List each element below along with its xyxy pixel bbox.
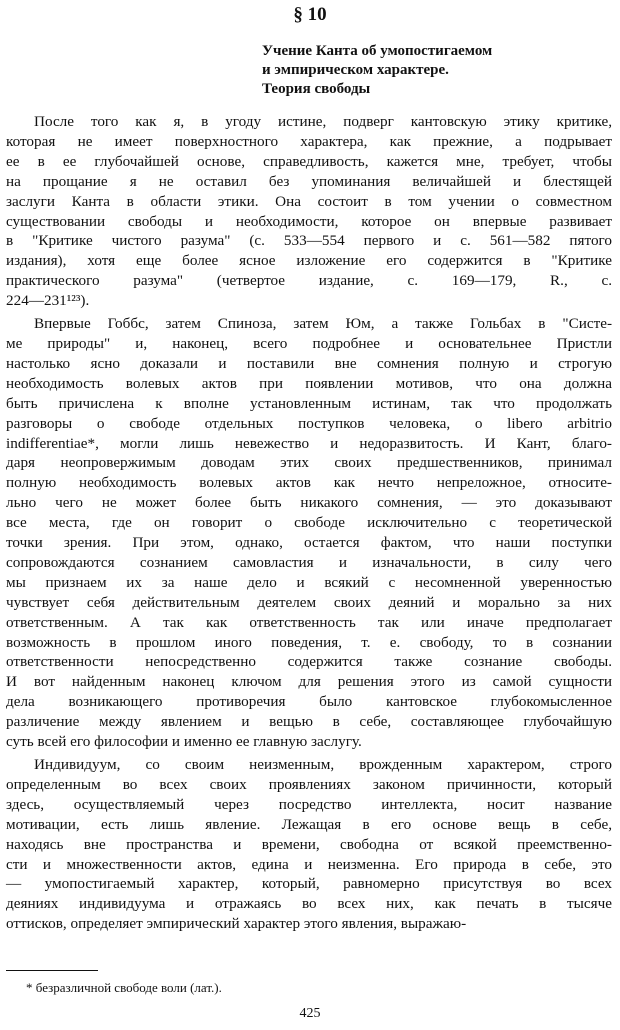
paragraph <box>6 314 612 752</box>
text-line: ее в ее глубочайшей основе, справедливость, кажется мне, требует, чтобы <box>6 152 612 170</box>
text-line: даря неопровержимым доводам этих своих предшественников, принимал <box>6 454 612 472</box>
text-line: быть причислена к вполне установленным истинам, так что продолжать <box>6 394 612 412</box>
text-line: — умопостигаемый характер, который, равномерно присутствуя во всех <box>6 875 612 893</box>
text-line: точки зрения. При этом, однако, остается фактом, что наши поступки <box>6 534 612 552</box>
heading-line: Теория свободы <box>262 81 371 97</box>
text-line: на прощание я не оставил без упоминания величайшей и блестящей <box>6 172 612 190</box>
text-line: полную необходимость волевых актов как нечто непреложное, относите- <box>6 474 612 492</box>
paragraph <box>6 755 612 934</box>
text-line: суть всей его философии и именно ее главную заслугу. <box>6 733 362 751</box>
text-line: необходимость волевых актов при появлении мотивов, что она должна <box>6 374 612 392</box>
text-line: различение между явлением и вещью в себе, составляющее глубочайшую <box>6 713 612 731</box>
text-line: деяниях индивидуума и отражаясь во всех них, как печать в тысяче <box>6 895 612 913</box>
text-line: Индивидуум, со своим неизменным, врожденным характером, строго <box>34 756 612 773</box>
text-line: возможность в прошлом иного поведения, т. е. свободу, то в сознании <box>6 633 612 651</box>
text-line: определенным во всех своих проявлениях законом причинности, который <box>6 775 612 793</box>
text-line: издания), хотя еще более ясное изложение его содержится в "Критике <box>6 252 612 270</box>
text-line: практического разума" (четвертое издание, с. 169—179, R., с. <box>6 272 612 290</box>
text-line: оттисков, определяет эмпирический характер этого явления, выражаю- <box>6 915 467 933</box>
text-line: ме природы" и, наконец, всего подробнее и основательнее Пристли <box>6 334 612 352</box>
text-line: ответственным. А так как ответственность так или иначе предполагает <box>6 613 612 631</box>
text-line: indifferentiae*, могли лишь невежество и недоразвитость. И Кант, благо- <box>6 434 612 452</box>
text-line: ответственности непосредственно содержится также сознание свободы. <box>6 653 612 671</box>
text-line: 224—231¹²³). <box>6 292 90 310</box>
text-line: здесь, осуществляемый через посредство интеллекта, носит название <box>6 795 612 813</box>
text-line: И вот найденным наконец ключом для решения этого из самой сущности <box>6 673 612 691</box>
text-line: заслуги Канта в области этики. Она состоит в том учении о совместном <box>6 192 612 210</box>
text-line: находясь вне пространства и времени, свободна от всякой преемственно- <box>6 835 612 853</box>
paragraph <box>6 112 612 311</box>
page-number: 425 <box>299 1006 321 1021</box>
footnote: * безразличной свободе воли (лат.). <box>26 980 222 995</box>
text-line: мотивации, есть лишь явление. Лежащая в его основе вещь в себе, <box>6 815 612 833</box>
text-line: настолько ясно доказали и поставили вне сомнения полную и строгую <box>6 354 612 372</box>
text-line: существовании свободы и необходимости, которое он впервые развивает <box>6 212 612 230</box>
text-line: сти и множественности актов, едина и неизменна. Его природа в себе, это <box>6 855 612 873</box>
text-line: все места, где он говорит о свободе исключительно с теоретической <box>6 514 612 532</box>
text-line: в "Критике чистого разума" (с. 533—554 первого и с. 561—582 пятого <box>6 232 612 250</box>
heading-line: и эмпирическом характере. <box>262 62 449 78</box>
text-line: которая не имеет поверхностного характера, как прежние, а подрывает <box>6 132 612 150</box>
text-line: льно чего не может более быть никакого сомнения, — это доказывают <box>6 494 612 512</box>
text-line: сопровождаются сознанием самовластия и изначальности, в силу чего <box>6 553 612 571</box>
text-line: После того как я, в угоду истине, подверг кантовскую этику критике, <box>34 113 612 130</box>
text-line: разговоры о свободе отдельных поступков человека, о libero arbitrio <box>6 414 612 432</box>
section-heading <box>262 42 492 99</box>
text-line: чувствует себя действительным деятелем своих деяний и морально за них <box>6 593 612 611</box>
footnote-divider <box>6 970 98 971</box>
text-line: мы признаем их за наше дело и всякий с несомненной уверенностью <box>6 573 612 591</box>
text-line: Впервые Гоббс, затем Спиноза, затем Юм, а также Гольбах в "Систе- <box>34 315 612 333</box>
heading-line: Учение Канта об умопостигаемом <box>262 43 493 59</box>
section-number: § 10 <box>293 4 327 25</box>
body-text <box>6 112 612 934</box>
text-line: дела возникающего противоречия было кантовское глубокомысленное <box>6 693 612 711</box>
